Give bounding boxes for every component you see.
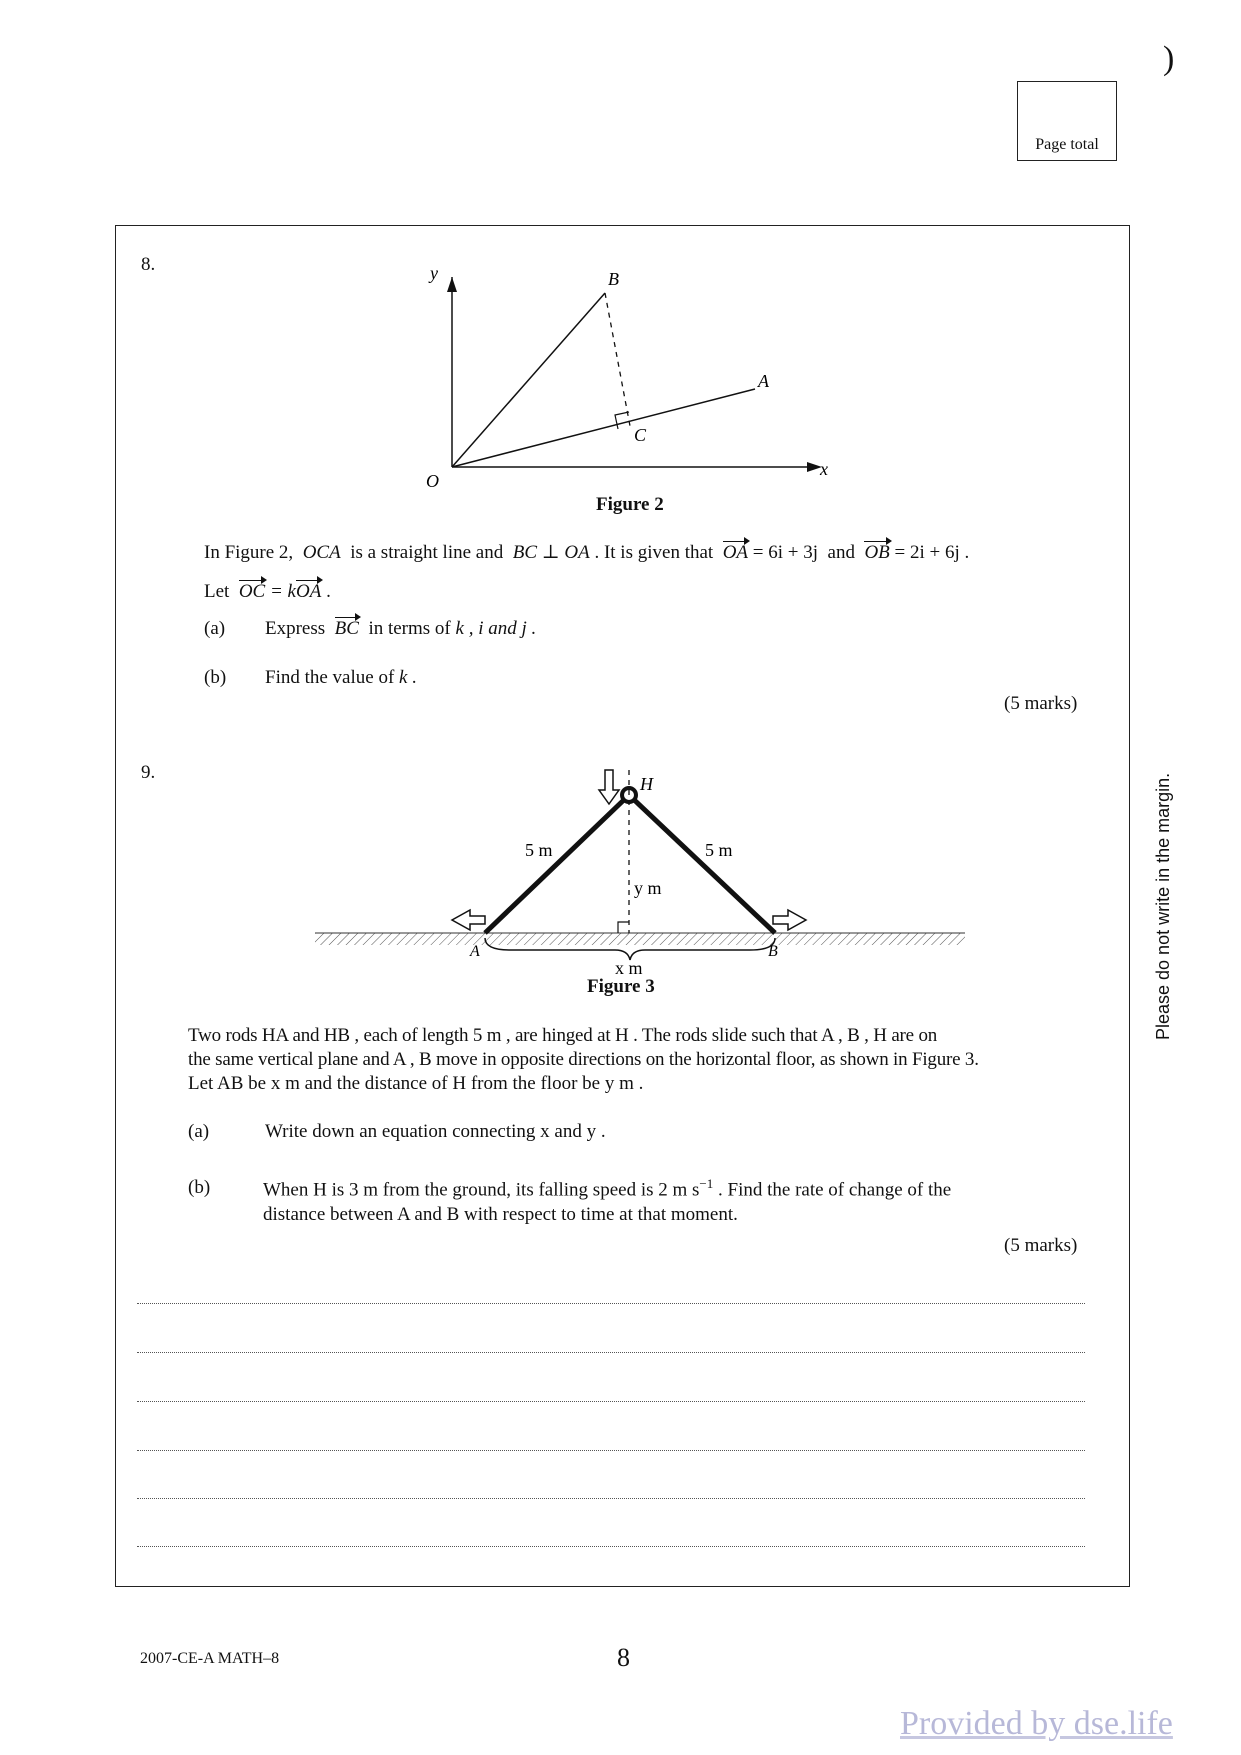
q9-para-line3: Let AB be x m and the distance of H from the floor be y m .	[188, 1073, 644, 1094]
label-rod-left: 5 m	[525, 840, 553, 860]
figure-3	[310, 760, 970, 975]
q9-para-line2: the same vertical plane and A , B move in opposite directions on the horizontal floor, as shown in Figure 3.	[188, 1049, 979, 1070]
origin-label: O	[426, 471, 439, 491]
figure-3-caption: Figure 3	[587, 976, 655, 997]
q9-number: 9.	[141, 762, 156, 783]
q9-marks: (5 marks)	[1004, 1235, 1078, 1256]
label-height: y m	[634, 878, 662, 898]
q8-marks: (5 marks)	[1004, 693, 1078, 714]
corner-mark: )	[1163, 40, 1175, 77]
watermark-link[interactable]: Provided by dse.life	[900, 1705, 1173, 1742]
page-number: 8	[617, 1643, 630, 1672]
segment-oa	[452, 389, 755, 467]
q9-part-a: Write down an equation connecting x and y .	[265, 1121, 606, 1142]
margin-note: Please do not write in the margin.	[1153, 772, 1173, 1040]
down-arrow-icon	[599, 770, 619, 804]
point-a-label: A	[758, 371, 769, 391]
q9-part-a-label: (a)	[188, 1121, 210, 1142]
q8-part-b-label: (b)	[204, 667, 227, 688]
q8-line2: Let OC = kOA .	[204, 579, 331, 605]
figure-2-caption: Figure 2	[596, 494, 664, 515]
answer-line[interactable]	[137, 1352, 1085, 1353]
q9-para-line1: Two rods HA and HB , each of length 5 m , are hinged at H . The rods slide such that A , B , H are on	[188, 1025, 938, 1046]
q8-part-a: Express BC in terms of k , i and j .	[265, 616, 536, 642]
rod-ha	[485, 795, 629, 933]
q9-part-b-line1: When H is 3 m from the ground, its falling speed is 2 m $s^{-1}$ . Find the rate of change of the	[263, 1176, 952, 1201]
floor-hatching	[315, 933, 965, 945]
label-a: A	[470, 943, 480, 960]
q8-line1: In Figure 2, OCA is a straight line and BC ⊥ OA . It is given that OA = 6i + 3j and OB = 2i + 6j .	[204, 540, 969, 566]
answer-line[interactable]	[137, 1401, 1085, 1402]
label-rod-right: 5 m	[705, 840, 733, 860]
answer-line[interactable]	[137, 1450, 1085, 1451]
point-c-label: C	[634, 425, 647, 445]
q8-number: 8.	[141, 254, 156, 275]
segment-ob	[452, 293, 605, 467]
right-angle-mark	[615, 412, 629, 429]
q8-part-a-label: (a)	[204, 618, 226, 639]
footer-code: 2007-CE-A MATH–8	[140, 1650, 280, 1667]
right-arrow-icon	[773, 910, 806, 930]
label-base: x m	[615, 958, 643, 975]
answer-line[interactable]	[137, 1303, 1085, 1304]
page-total-box	[1017, 81, 1117, 161]
figure-2	[400, 255, 860, 520]
label-h: H	[640, 774, 653, 794]
y-axis-arrow	[447, 277, 457, 292]
point-b-label: B	[608, 269, 619, 289]
axis-x-label: x	[820, 459, 828, 479]
q9-part-b-label: (b)	[188, 1177, 211, 1198]
q9-part-b-line2: distance between A and B with respect to time at that moment.	[263, 1204, 738, 1225]
answer-line[interactable]	[137, 1546, 1085, 1547]
segment-bc	[605, 293, 630, 426]
q8-part-b: Find the value of k .	[265, 667, 417, 688]
left-arrow-icon	[452, 910, 485, 930]
page-total-label: Page total	[1035, 136, 1099, 153]
right-angle-mark-fig3	[618, 922, 629, 933]
label-b: B	[768, 943, 778, 960]
axis-y-label: y	[430, 263, 438, 283]
answer-line[interactable]	[137, 1498, 1085, 1499]
rod-hb	[629, 795, 775, 933]
